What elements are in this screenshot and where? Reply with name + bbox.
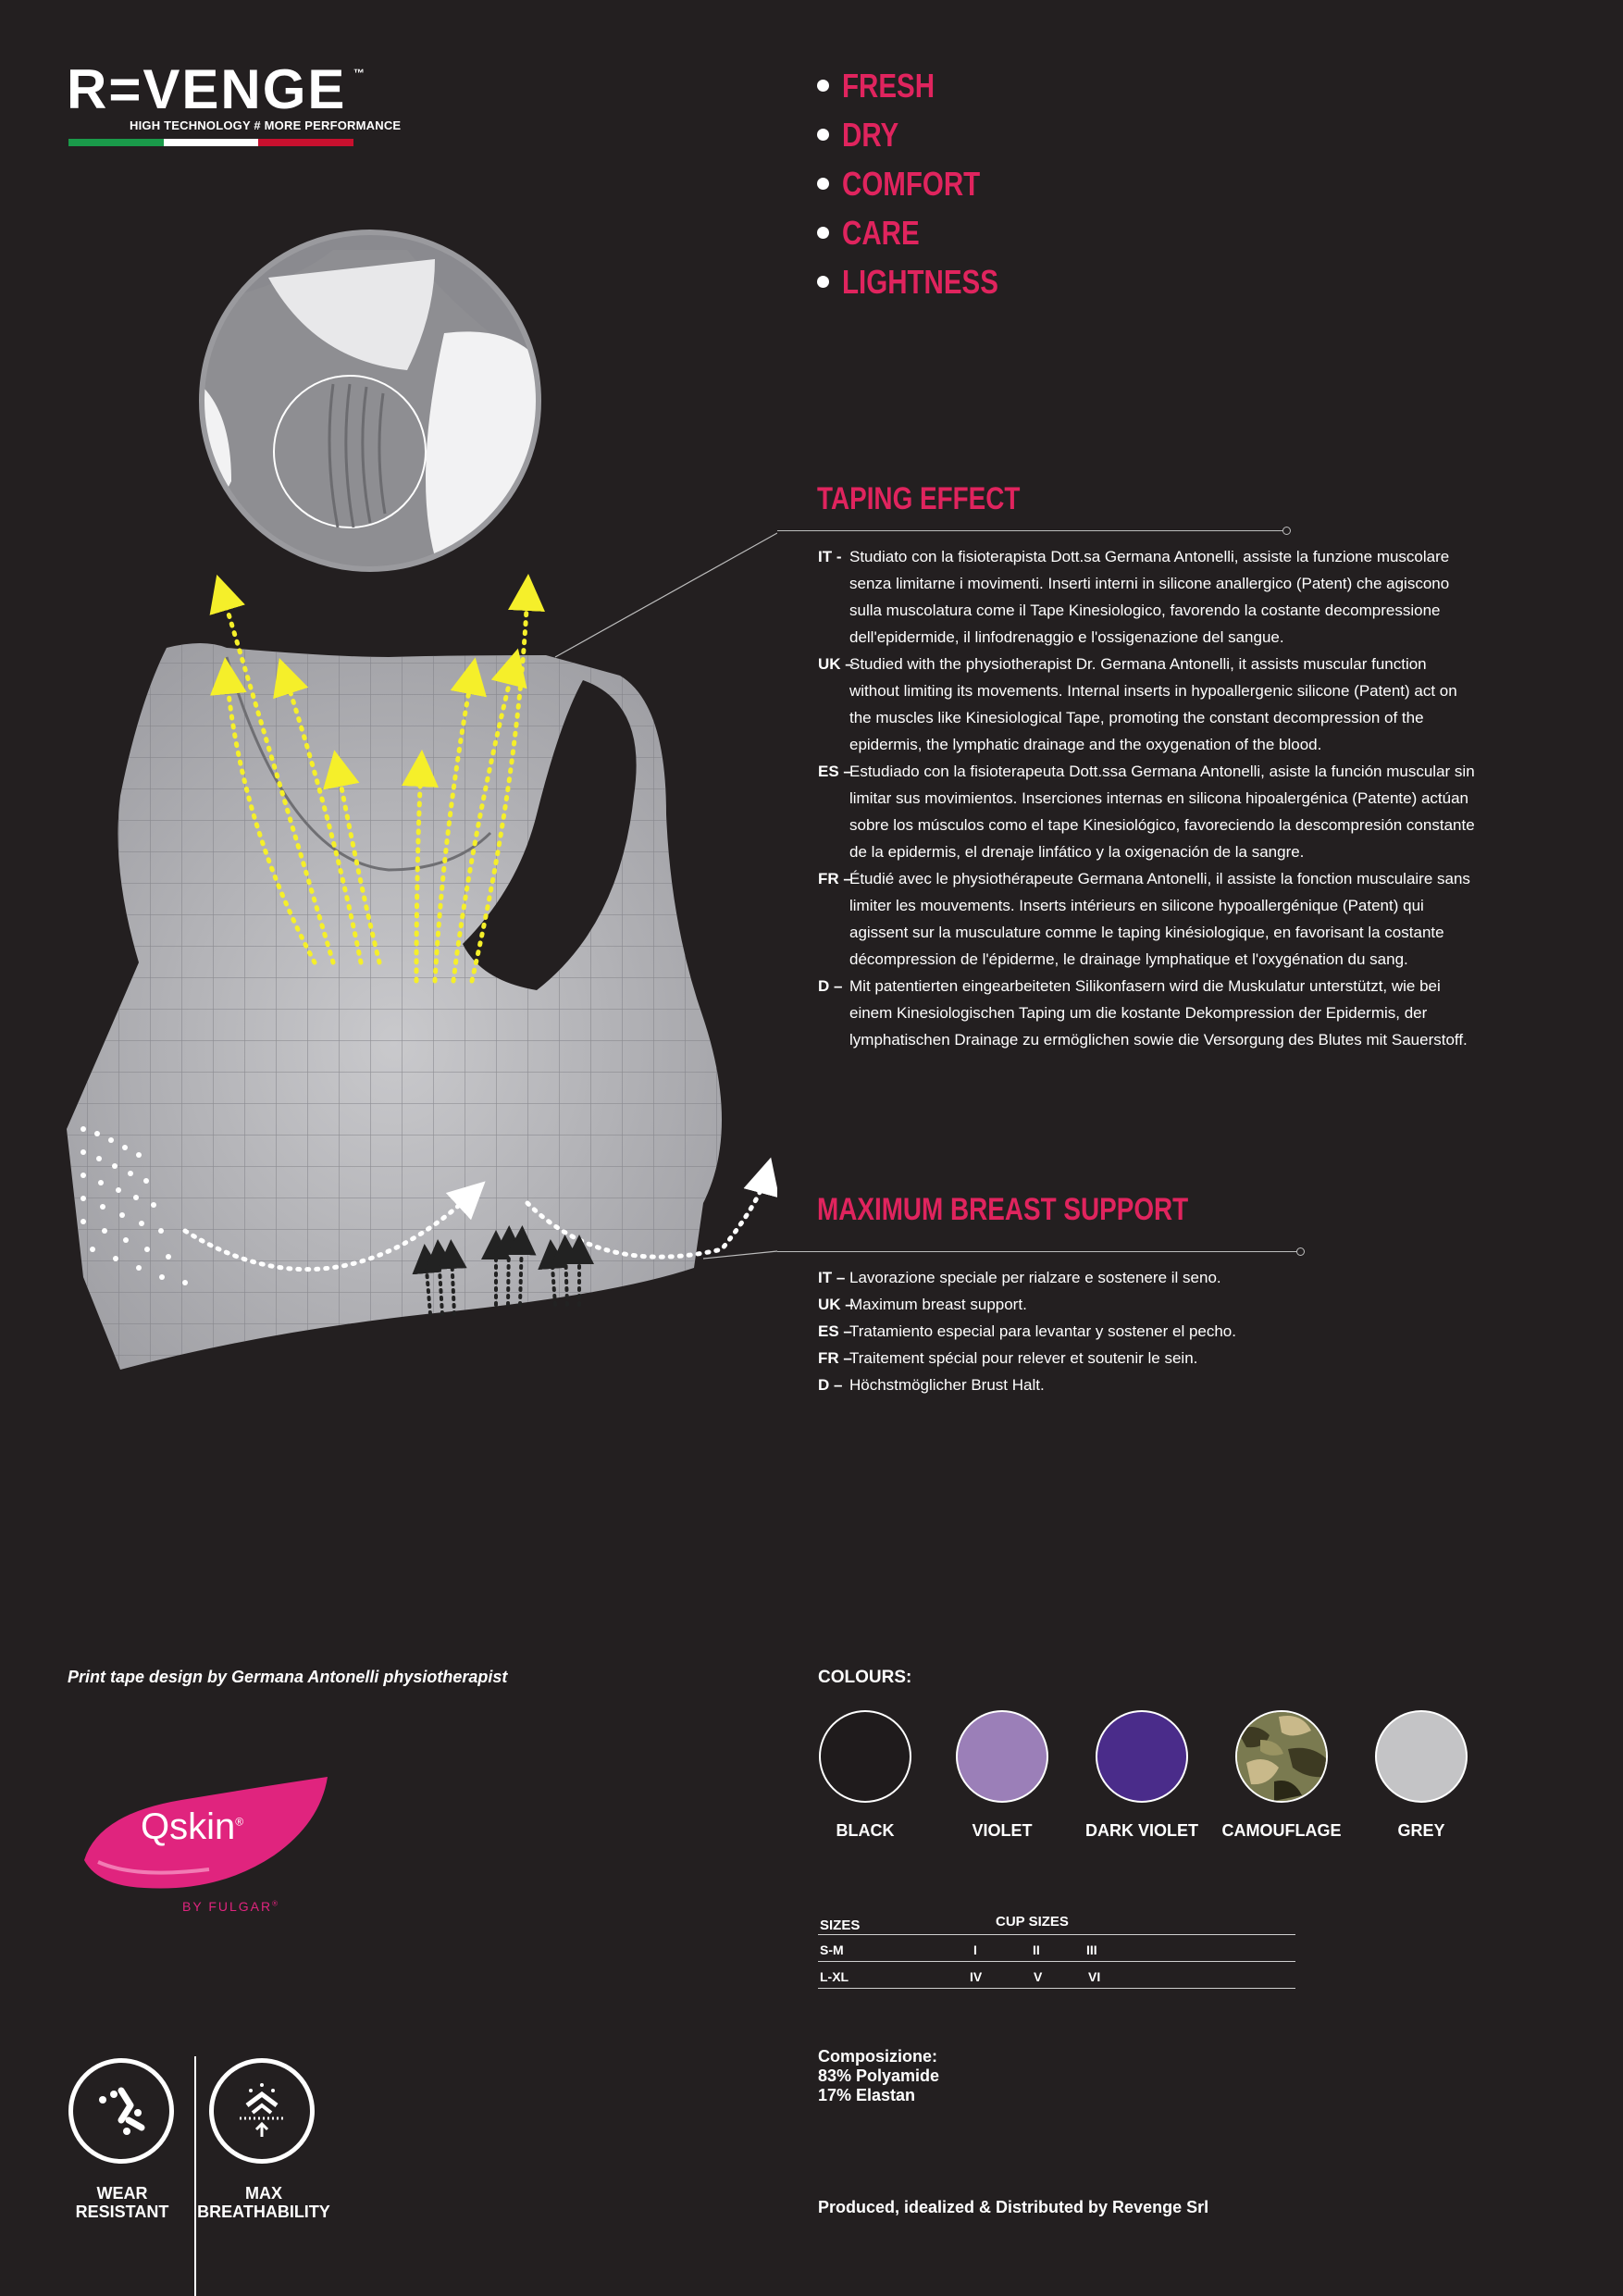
sizes-header-row: SIZES CUP SIZES [818, 1910, 1295, 1935]
lang-entry-uk: UK – Studied with the physiotherapist Dr. Germana Antonelli, it assists muscular function without limiting its movements. Internal inserts in hypoallergenic silicone (Patent) act on the muscles like Kinesiological Tape, promoting the constant decompression of the epidermis, the lymphatic drainage and the oxygenation of the blood. [818, 655, 1457, 753]
print-design-note: Print tape design by Germana Antonelli physiotherapist [68, 1668, 508, 1686]
support-rule-end [1296, 1247, 1305, 1256]
flag-green [68, 139, 164, 146]
lang-entry-de: D – Höchstmöglicher Brust Halt. [818, 1376, 1045, 1394]
badge-label-breathability: MAX BREATHABILITY [197, 2184, 330, 2221]
wear-resistant-icon [68, 2058, 174, 2164]
lang-entry-fr: FR – Étudié avec le physiothérapeute Germana Antonelli, il assiste la fonction musculaire sans limiter les mouvements. Inserts intérieurs en silicone hypoallergénique (Patent) qui agissent sur la musculature comme le taping kinésiologique, en favorisant la costante décompression de l'épiderme, le drainage lymphatique et l'oxygénation du sang. [818, 870, 1470, 968]
flag-red [258, 139, 353, 146]
brand-flag-stripe [68, 139, 353, 146]
colour-label-black: BLACK [836, 1821, 895, 1840]
lang-entry-it: IT – Lavorazione speciale per rialzare e sostenere il seno. [818, 1269, 1221, 1286]
feature-list [817, 61, 1033, 306]
support-leader-line [703, 1251, 777, 1259]
colour-label-violet: VIOLET [972, 1821, 1033, 1840]
table-row: S-M I II III [818, 1935, 1295, 1962]
breast-support-heading: MAXIMUM BREAST SUPPORT [817, 1192, 1189, 1227]
detail-zoom-circle [194, 231, 546, 583]
colour-label-camouflage: CAMOUFLAGE [1221, 1821, 1342, 1840]
colour-swatch-dark-violet [1096, 1710, 1188, 1803]
badge-divider [194, 2056, 196, 2296]
support-rule [777, 1251, 1300, 1252]
bullet-icon [817, 80, 829, 92]
brand-logo-wordmark: R=VENGE [67, 58, 347, 120]
lang-entry-de: D – Mit patentierten eingearbeiteten Silikonfasern wird die Muskulatur unterstützt, wie bei einem Kinesiologischen Taping um die kostante Dekompression der Epidermis, der lymphatischen Drainage zu ermöglichen sowie die Versorgung des Blutes mit Sauerstoff. [818, 977, 1468, 1049]
feature-item: FRESH [817, 61, 1033, 110]
taping-description [818, 543, 1481, 1053]
colour-swatch-grey [1375, 1710, 1468, 1803]
breathability-icon [209, 2058, 315, 2164]
lang-entry-it: IT - Studiato con la fisioterapista Dott.sa Germana Antonelli, assiste la funzione muscolare senza limitarne i movimenti. Inserti interni in silicone anallergico (Patent) che agiscono sulla muscolatura come il Tape Kinesiologico, favorendo la costante decompressione dell'epidermide, il linfodrenaggio e l'ossigenazione del sangue. [818, 548, 1450, 646]
feature-item: DRY [817, 110, 1033, 159]
bullet-icon [817, 178, 829, 190]
bullet-icon [817, 129, 829, 141]
colour-label-grey: GREY [1397, 1821, 1445, 1840]
lang-entry-es: ES – Estudiado con la fisioterapeuta Dott.ssa Germana Antonelli, asiste la función muscular sin limitar sus movimientos. Inserciones internas en silicona hipoalergénica (Patente) actúan sobre los músculos como el tape Kinesiológico, favoreciendo la descompresión constante de la epidermis, el drenaje linfático y la oxigenación de la sangre. [818, 763, 1475, 861]
brand-tagline: HIGH TECHNOLOGY # MORE PERFORMANCE [130, 118, 402, 132]
lang-entry-uk: UK – Maximum breast support. [818, 1296, 1027, 1313]
lang-entry-es: ES – Tratamiento especial para levantar y sostener el pecho. [818, 1322, 1236, 1340]
producer-note: Produced, idealized & Distributed by Revenge Srl [818, 2198, 1209, 2216]
colour-swatch-black [819, 1710, 911, 1803]
composition-block: Composizione: 83% Polyamide 17% Elastan [818, 2047, 940, 2104]
qskin-wordmark: Qskin® [141, 1806, 244, 1847]
qskin-by-fulgar: BY FULGAR® [182, 1899, 280, 1914]
flag-white [164, 139, 259, 146]
brand-trademark: ™ [353, 67, 365, 80]
support-description [818, 1264, 1481, 1398]
colour-swatch-camouflage [1235, 1710, 1328, 1803]
colours-title: COLOURS: [818, 1668, 912, 1687]
taping-rule-end [1282, 527, 1291, 535]
lang-entry-fr: FR – Traitement spécial pour relever et soutenir le sein. [818, 1349, 1198, 1367]
bullet-icon [817, 276, 829, 288]
feature-item: LIGHTNESS [817, 257, 1033, 306]
colour-swatch-violet [956, 1710, 1048, 1803]
colour-label-dark-violet: DARK VIOLET [1084, 1821, 1198, 1840]
feature-item: CARE [817, 208, 1033, 257]
bra-body [67, 643, 722, 1370]
sizes-table [818, 1910, 1295, 1989]
bullet-icon [817, 227, 829, 239]
feature-item: COMFORT [817, 159, 1033, 208]
table-row: L-XL IV V VI [818, 1962, 1295, 1989]
badge-label-wear-resistant: WEAR RESISTANT [75, 2184, 169, 2221]
taping-leader-line [555, 533, 777, 657]
taping-rule [777, 530, 1286, 531]
taping-effect-heading: TAPING EFFECT [817, 481, 1021, 516]
sports-bra-illustration [56, 222, 777, 1397]
